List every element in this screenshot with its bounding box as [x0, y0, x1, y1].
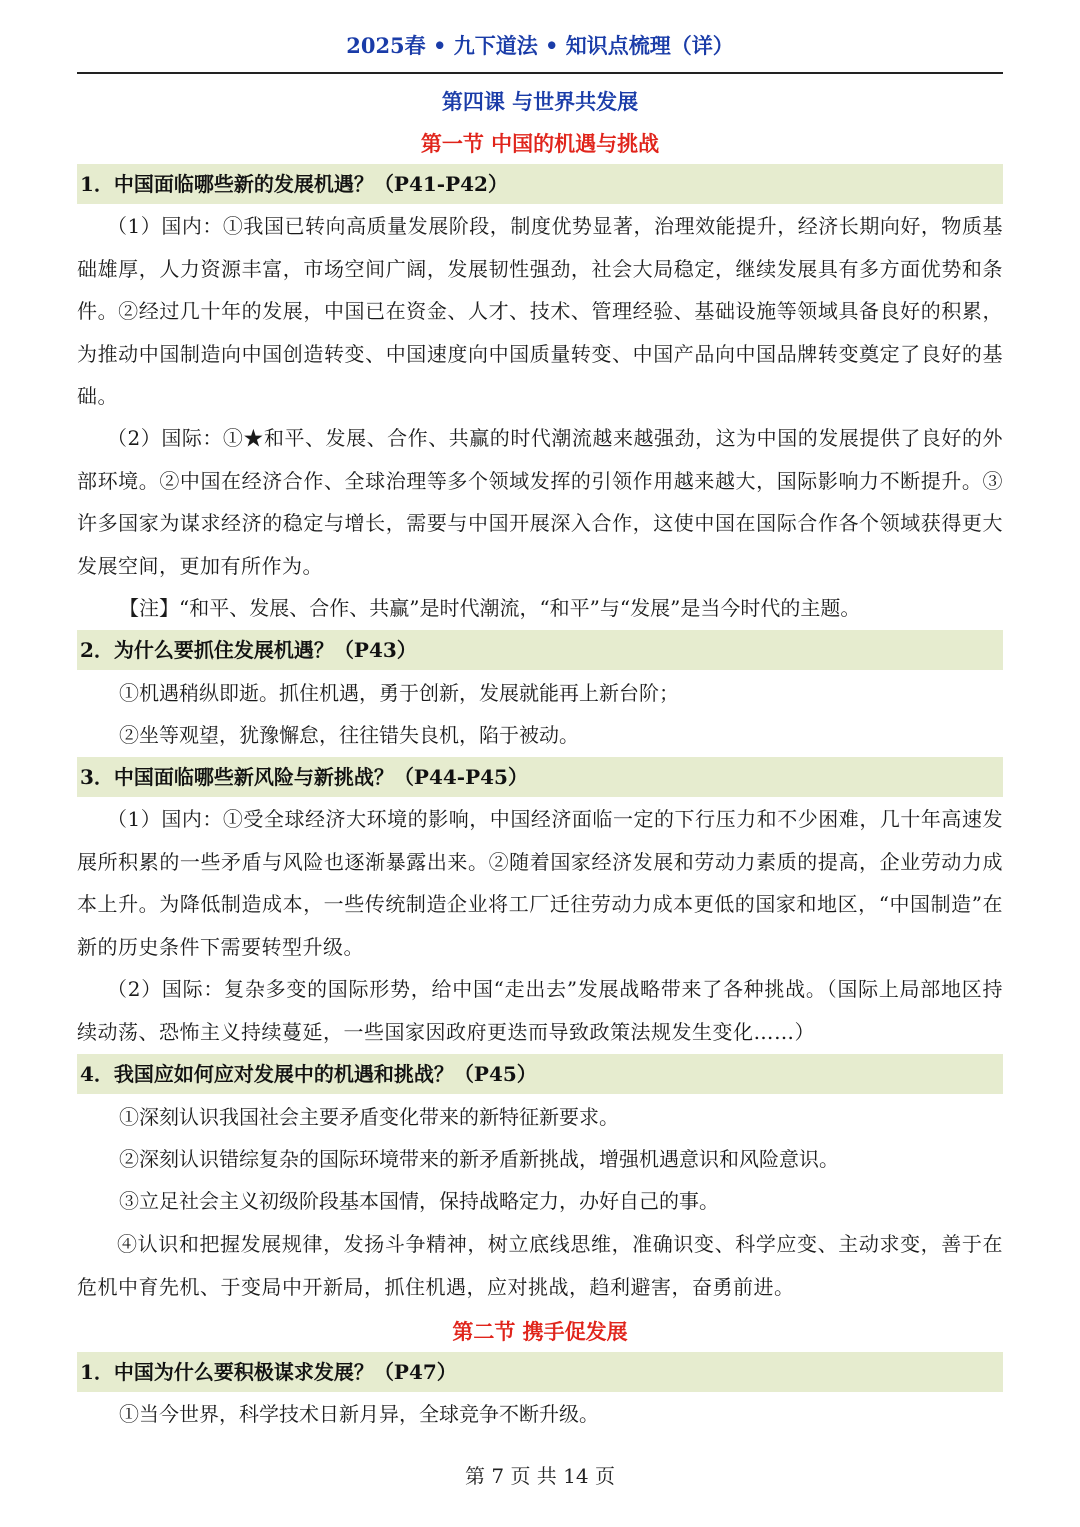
- answer-paragraph: （1）国内：①受全球经济大环境的影响，中国经济面临一定的下行压力和不少困难，几十年高速发展所积累的一些矛盾与风险也逐渐暴露出来。②随着国家经济发展和劳动力素质的提高，企业劳动力成本上升。为降低制造成本，一些传统制造企业将工厂迁往劳动力成本更低的国家和地区，“中国制造”在新的历史条件下需要转型升级。: [77, 807, 1003, 959]
- answer-item: ①当今世界，科学技术日新月异，全球竞争不断升级。: [119, 1402, 599, 1426]
- page-number: 第 7 页 共 14 页: [465, 1464, 615, 1488]
- question-heading: 1．中国面临哪些新的发展机遇？（P41-P42）: [77, 164, 1003, 204]
- answer-paragraph: （1）国内：①我国已转向高质量发展阶段，制度优势显著，治理效能提升，经济长期向好，物质基础雄厚，人力资源丰富，市场空间广阔，发展韧性强劲，社会大局稳定，继续发展具有多方面优势和条件。②经过几十年的发展，中国已在资金、人才、技术、管理经验、基础设施等领域具备良好的积累，为推动中国制造向中国创造转变、中国速度向中国质量转变、中国产品向中国品牌转变奠定了良好的基础。: [77, 214, 1003, 408]
- section-title-2: 第二节 携手促发展: [452, 1319, 628, 1344]
- section-title-1: 第一节 中国的机遇与挑战: [420, 131, 660, 156]
- note-text: 【注】“和平、发展、合作、共赢”是时代潮流，“和平”与“发展”是当今时代的主题。: [119, 596, 861, 620]
- question-heading: 1．中国为什么要积极谋求发展？（P47）: [77, 1352, 1003, 1392]
- answer-item: ②坐等观望，犹豫懈怠，往往错失良机，陷于被动。: [119, 723, 579, 747]
- answer-paragraph: ④认识和把握发展规律，发扬斗争精神，树立底线思维，准确识变、科学应变、主动求变，善于在危机中育先机、于变局中开新局，抓住机遇，应对挑战，趋利避害，奋勇前进。: [77, 1232, 1003, 1299]
- answer-item: ①机遇稍纵即逝。抓住机遇，勇于创新，发展就能再上新台阶；: [119, 681, 679, 705]
- answer-item: ②深刻认识错综复杂的国际环境带来的新矛盾新挑战，增强机遇意识和风险意识。: [119, 1147, 839, 1171]
- question-heading: 2．为什么要抓住发展机遇？（P43）: [77, 630, 1003, 670]
- answer-paragraph: （2）国际：复杂多变的国际形势，给中国“走出去”发展战略带来了各种挑战。（国际上局部地区持续动荡、恐怖主义持续蔓延，一些国家因政府更迭而导致政策法规发生变化……）: [77, 977, 1003, 1044]
- answer-item: ①深刻认识我国社会主要矛盾变化带来的新特征新要求。: [119, 1105, 619, 1129]
- question-heading: 4．我国应如何应对发展中的机遇和挑战？（P45）: [77, 1054, 1003, 1094]
- lesson-title: 第四课 与世界共发展: [441, 89, 639, 114]
- question-heading: 3．中国面临哪些新风险与新挑战？（P44-P45）: [77, 757, 1003, 797]
- answer-item: ③立足社会主义初级阶段基本国情，保持战略定力，办好自己的事。: [119, 1189, 719, 1213]
- page-header-title: 2025春 • 九下道法 • 知识点梳理（详）: [346, 33, 734, 58]
- header-divider: [77, 72, 1003, 74]
- answer-paragraph: （2）国际：①★和平、发展、合作、共赢的时代潮流越来越强劲，这为中国的发展提供了良好的外部环境。②中国在经济合作、全球治理等多个领域发挥的引领作用越来越大，国际影响力不断提升。③许多国家为谋求经济的稳定与增长，需要与中国开展深入合作，这使中国在国际合作各个领域获得更大发展空间，更加有所作为。: [77, 426, 1003, 578]
